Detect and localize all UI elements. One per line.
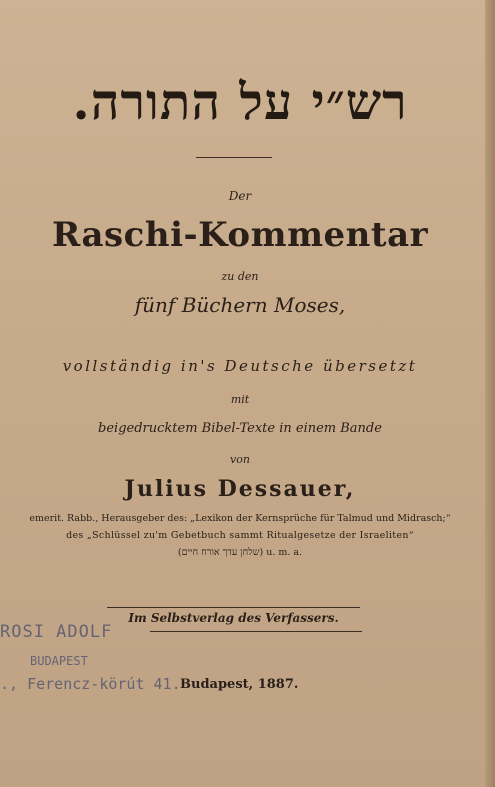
stamp-line-2: BUDAPEST	[30, 654, 88, 668]
mit-text: mit	[230, 393, 250, 406]
author-credentials-3: (שלחן עדך אורח חיים) u. m. a.	[177, 547, 303, 558]
publisher-line: Im Selbstverlag des Verfassers.	[128, 611, 339, 625]
stamp-line-3: ., Ferencz-körút 41.	[0, 675, 181, 693]
author-credentials-1: emerit. Rabb., Herausgeber des: „Lexikon der Kernsprüche für Talmud und Midrasch;“	[29, 513, 451, 524]
publisher-rule-top	[107, 607, 360, 608]
books-subtitle: fünf Büchern Moses,	[134, 293, 346, 317]
publisher-rule-bottom	[150, 631, 362, 632]
article-der: Der	[228, 189, 252, 203]
zu-den-text: zu den	[221, 270, 259, 283]
main-title: Raschi-Kommentar	[51, 215, 429, 255]
bible-text-note: beigedrucktem Bibel-Texte in einem Bande	[98, 421, 382, 436]
von-text: von	[230, 453, 250, 466]
title-rule	[196, 157, 272, 158]
stamp-line-1: ROSI ADOLF	[0, 622, 113, 642]
page-edge	[485, 0, 495, 787]
author-credentials-2: des „Schlüssel zu'm Gebetbuch sammt Ritualgesetze der Israeliten“	[66, 530, 414, 541]
place-date: Budapest, 1887.	[180, 677, 299, 692]
author-name: Julius Dessauer,	[124, 476, 356, 502]
hebrew-title: רש״י על התורה.	[72, 72, 408, 131]
translation-note: vollständig in's Deutsche übersetzt	[62, 357, 418, 375]
